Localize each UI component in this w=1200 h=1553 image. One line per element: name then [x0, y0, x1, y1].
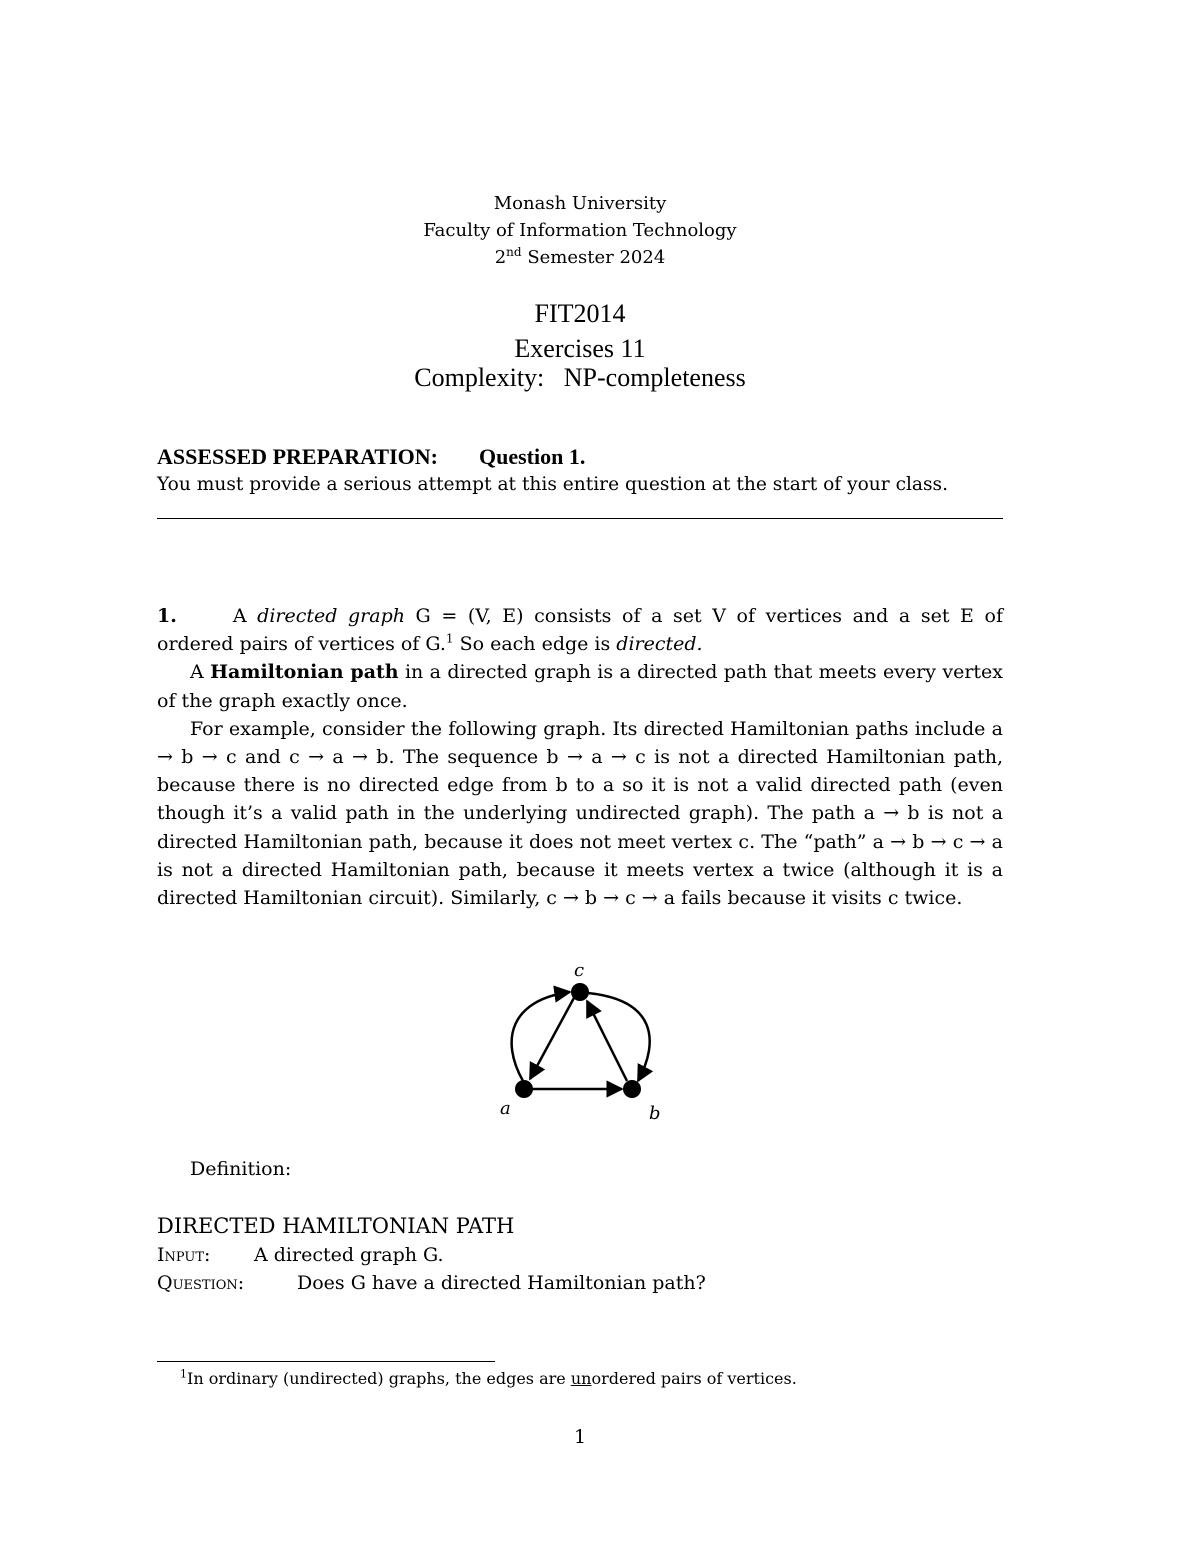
problem-name: DIRECTED HAMILTONIAN PATH: [157, 1214, 515, 1238]
problem-question: [157, 1272, 706, 1294]
edge-b-c: [587, 1001, 627, 1081]
edge-a-c: [512, 992, 570, 1081]
semester-line: 2nd Semester 2024: [494, 245, 666, 268]
input-label: Input:: [157, 1244, 211, 1266]
definition-label: Definition:: [190, 1158, 292, 1180]
question-1-definition: A Hamiltonian path in a directed graph is a directed path that meets every vertex of the graph exactly once.: [157, 661, 1003, 712]
vertex-c: [571, 983, 589, 1001]
exercises-number: Exercises 11: [514, 334, 646, 363]
university-name: Monash University: [493, 193, 667, 214]
term-hamiltonian-path: Hamiltonian path: [210, 661, 399, 684]
assessed-instruction: You must provide a serious attempt at this entire question at the start of your class.: [157, 474, 949, 495]
question-number: 1.: [157, 605, 177, 627]
assessed-heading: [157, 444, 585, 470]
label-b: b: [649, 1103, 661, 1124]
edge-c-a: [530, 996, 575, 1079]
input-text: A directed graph G.: [254, 1244, 444, 1266]
question-1: [157, 602, 1003, 912]
vertex-b: [623, 1080, 641, 1098]
question-1-intro: 1. A directed graph G = (V, E) consists of a set V of vertices and a set E of ordered pairs of vertices of G.$^1$ So each edge is directed.: [157, 605, 1003, 656]
assessed-question: Question 1.: [478, 444, 586, 469]
footnote-mark: 1: [445, 631, 454, 646]
vertex-a: [515, 1080, 533, 1098]
label-c: c: [574, 960, 585, 981]
question-label: Question:: [157, 1272, 245, 1294]
faculty-name: Faculty of Information Technology: [423, 220, 737, 241]
directed-graph-figure: [490, 955, 680, 1130]
question-1-example: For example, consider the following graph. Its directed Hamiltonian paths include a → b → c and c → a → b. The sequence b → a → c is not a directed Hamiltonian path, because there is no directed edge from b to a so it is not a valid directed path (even though it’s a valid path in the underlying undirected graph). The path a → b is not a directed Hamiltonian path, because it does not meet vertex c. The “path” a → b → c → a is not a directed Hamiltonian path, because it meets vertex a twice (although it is a directed Hamiltonian circuit). Similarly, c → b → c → a fails because it visits c twice.: [157, 717, 1003, 910]
footnote-rule: [157, 1361, 495, 1362]
edge-c-b: [588, 993, 650, 1081]
label-a: a: [500, 1098, 511, 1119]
page-number: 1: [573, 1426, 587, 1448]
problem-input: [157, 1244, 444, 1266]
exercises-topic: Complexity: NP-completeness: [414, 363, 746, 392]
footnote: $^1$In ordinary (undirected) graphs, the edges are unordered pairs of vertices.: [180, 1367, 797, 1388]
course-code: FIT2014: [534, 299, 626, 328]
assessed-label: ASSESSED PREPARATION:: [157, 444, 438, 469]
question-text: Does G have a directed Hamiltonian path?: [297, 1272, 706, 1294]
term-directed-graph: directed graph: [257, 605, 405, 627]
section-divider: [157, 518, 1003, 519]
